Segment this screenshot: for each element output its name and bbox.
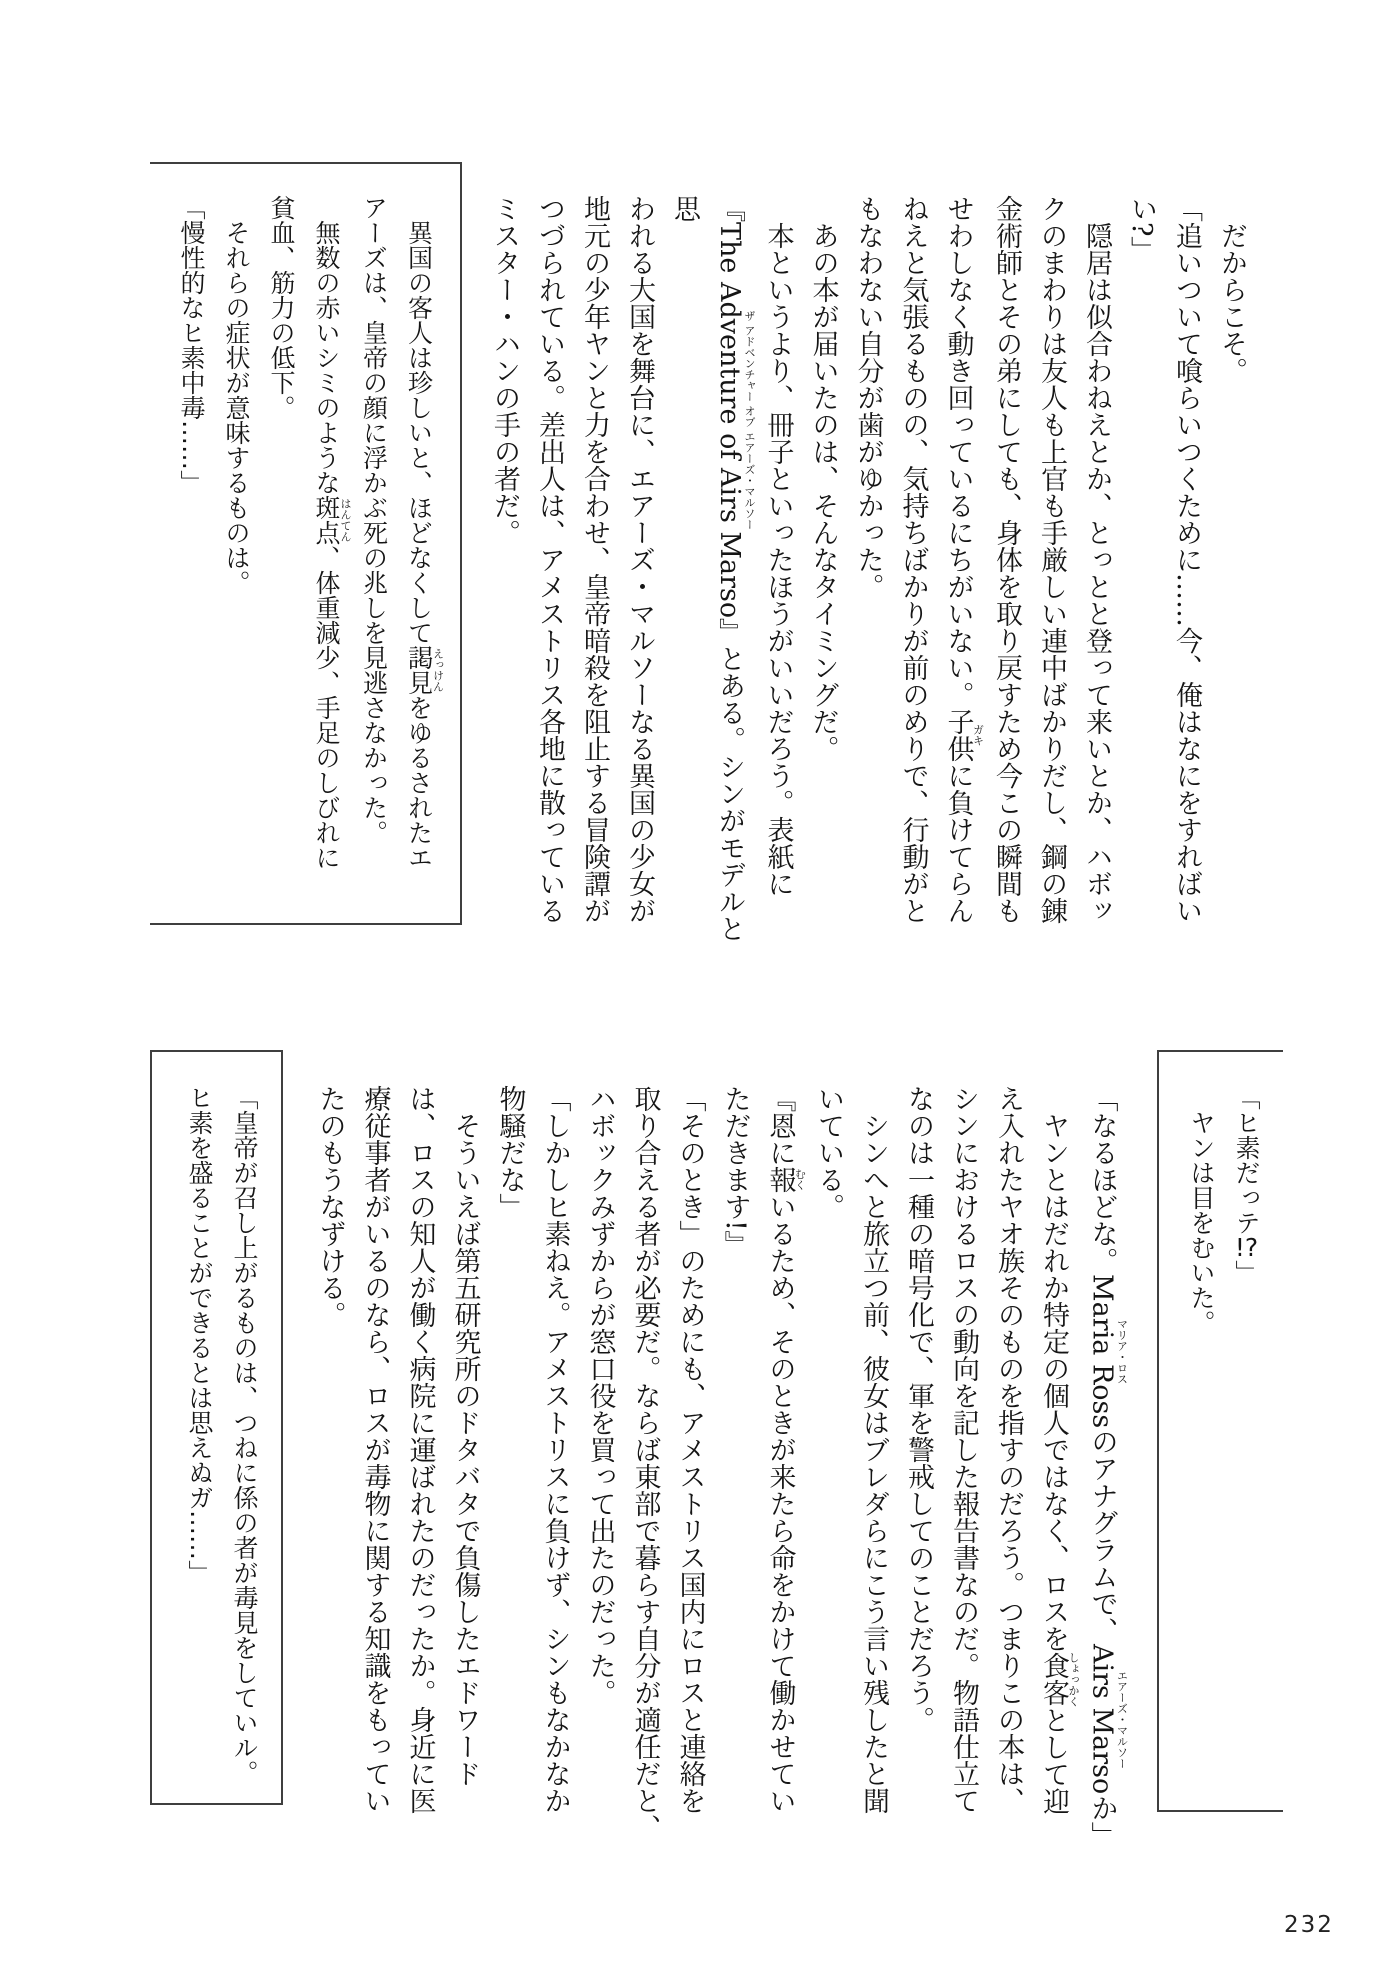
text-column: そういえば第五研究所のドタバタで負傷したエドワード — [449, 1085, 481, 1787]
text-column: シンにおけるロスの動向を記した報告書なのだ。物語仕立て — [948, 1085, 979, 1814]
text-column: いている。 — [813, 1085, 844, 1220]
text-column: だからこそ。 — [1216, 195, 1247, 384]
ruby-annotated-text: The Adventure of Airs Marsoザ アドベンチャー オブ エアーズ・マルソー — [714, 222, 756, 619]
text-column: もなわない自分が歯がゆかった。 — [852, 195, 884, 600]
text-column: 『恩に報むくいるため、そのときが来たら命をかけて働かせてい — [764, 1085, 807, 1814]
text-column: ハボックみずからが窓口役を買って出たのだった。 — [584, 1085, 616, 1706]
text-column: 金術師とその弟にしても、身体を取り戻すため今この瞬間も — [991, 195, 1022, 924]
text-column: 隠居は似合わねえとか、とっとと登って来いとか、ハボッ — [1081, 195, 1112, 924]
text-column: 貧血、筋力の低下。 — [267, 195, 296, 420]
excerpt-box-part1-text — [169, 195, 444, 910]
text-column: ヤンとはだれか特定の個人ではなく、ロスを食客しょっかくとして迎 — [1038, 1085, 1080, 1815]
ruby-annotated-text: 斑点はんてん — [312, 495, 352, 545]
bottom-main-text — [308, 1085, 1129, 1855]
text-column: たのもうなずける。 — [314, 1085, 346, 1328]
text-column: 「皇帝が召し上がるものは、つねに係の者が毒見をしていル。 — [230, 1085, 259, 1785]
excerpt-box-part2-text — [1179, 1085, 1269, 1800]
ruby-annotated-text: 子供ガキ — [942, 708, 985, 762]
text-column: ただきます!』 — [719, 1085, 751, 1258]
text-column: なのは一種の暗号化で、軍を警戒してのことだろう。 — [903, 1085, 934, 1733]
text-column: 「ヒ素だっテ!?」 — [1232, 1085, 1261, 1285]
tate-chu-yoko: !? — [1234, 1235, 1259, 1260]
text-column: われる大国を舞台に、エアーズ・マルソーなる異国の少女が — [624, 195, 655, 924]
text-column: ヒ素を盛ることができるとは思えぬガ……」 — [185, 1085, 214, 1585]
excerpt-box-quote — [150, 1050, 283, 1805]
text-column: 取り合える者が必要だ。ならば東部で暮らす自分が適任だと、 — [629, 1085, 661, 1841]
excerpt-box-quote-text — [177, 1085, 267, 1800]
text-column: 無数の赤いシミのような斑点はんてん、体重減少、手足のしびれに — [312, 195, 352, 870]
text-column: 本というより、冊子といったほうがいいだろう。表紙に — [762, 195, 794, 897]
text-column: え入れたヤオ族そのものを指すのだろう。つまりこの本は、 — [993, 1085, 1024, 1814]
ruby-annotated-text: 報むく — [764, 1166, 807, 1193]
text-column: 物騒だな」 — [494, 1085, 526, 1220]
text-column: 「慢性的なヒ素中毒……」 — [177, 195, 206, 495]
text-column: ミスター・ハンの手の者だ。 — [489, 195, 520, 546]
text-column: い?」 — [1126, 195, 1157, 264]
text-column: クのまわりは友人も上官も手厳しい連中ばかりだし、鋼の錬 — [1036, 195, 1067, 924]
text-column: それらの症状が意味するものは。 — [222, 195, 251, 595]
page-number: 232 — [1284, 1912, 1334, 1938]
text-column: 療従事者がいるのなら、ロスが毒物に関する知識をもってい — [359, 1085, 391, 1814]
text-column: 「そのとき」のためにも、アメストリス国内にロスと連絡を — [674, 1085, 706, 1814]
ruby-annotated-text: 謁見えっけん — [404, 645, 445, 695]
text-column: あの本が届いたのは、そんなタイミングだ。 — [807, 195, 839, 762]
text-column: 「しかしヒ素ねえ。アメストリスに負けず、シンもなかなか — [539, 1085, 571, 1814]
text-column: ねえと気張るものの、気持ちばかりが前のめりで、行動がと — [897, 195, 929, 924]
text-column: 地元の少年ヤンと力を合わせ、皇帝暗殺を阻止する冒険譚が — [579, 195, 610, 924]
excerpt-box-part2 — [1157, 1050, 1283, 1812]
text-column: アーズは、皇帝の顔に浮かぶ死の兆しを見逃さなかった。 — [359, 195, 389, 845]
text-column: 「追いついて喰らいつくために……今、俺はなにをすればい — [1171, 195, 1202, 924]
ruby-annotated-text: Airs Marsoエアーズ・マルソー — [1086, 1644, 1129, 1795]
text-column: つづられている。差出人は、アメストリス各地に散っている — [534, 195, 565, 924]
top-main-text — [482, 195, 1254, 965]
text-column: ヤンは目をむいた。 — [1187, 1085, 1216, 1335]
excerpt-box-part1 — [150, 162, 462, 925]
ruby-annotated-text: Maria Rossマリア・ロス — [1086, 1274, 1129, 1429]
ruby-annotated-text: 食客しょっかく — [1038, 1651, 1080, 1707]
text-column: 『The Adventure of Airs Marsoザ アドベンチャー オブ エアーズ・マルソー』とある。シンがモデルと思 — [669, 195, 756, 943]
text-column: シンへと旅立つ前、彼女はブレダらにこう言い残したと聞 — [858, 1085, 889, 1814]
text-column: 「なるほどな。Maria Rossマリア・ロスのアナグラムで、Airs Marsoエアーズ・マルソーか」 — [1086, 1085, 1129, 1849]
text-column: は、ロスの知人が働く病院に運ばれたのだったか。身近に医 — [404, 1085, 436, 1814]
text-column: 異国の客人は珍しいと、ほどなくして謁見えっけんをゆるされたエ — [404, 195, 445, 870]
text-column: せわしなく動き回っているにちがいない。子供ガキに負けてらん — [942, 195, 985, 924]
